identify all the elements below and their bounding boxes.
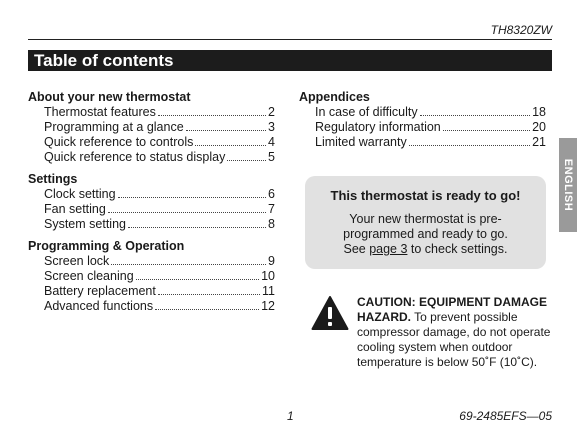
toc-entry-page: 11 [262,284,275,298]
toc-entry[interactable] [28,299,275,314]
ready-notice-heading: This thermostat is ready to go! [330,188,521,203]
toc-dot-leader [195,145,266,146]
toc-entry[interactable] [28,187,275,202]
toc-entry-label: Quick reference to controls [44,135,194,149]
toc-entry[interactable] [28,105,275,120]
toc-dot-leader [420,115,530,116]
toc-entry[interactable] [28,120,275,135]
toc-entry-page: 7 [268,202,275,216]
toc-entry-label: Advanced functions [44,299,154,313]
model-number: TH8320ZW [490,23,552,37]
toc-left-column [28,90,275,321]
toc-entry[interactable] [28,269,275,284]
caution-body: To prevent possible compressor damage, do not operate cooling system when outdoor temperature is below 50˚F (10˚C). [357,310,551,369]
toc-entry-page: 18 [532,105,546,119]
ready-notice-prefix: See [343,242,370,256]
toc-dot-leader [111,264,266,265]
page-title: Table of contents [28,50,552,71]
toc-entry-label: Fan setting [44,202,106,216]
toc-entry-page: 12 [261,299,275,313]
toc-dot-leader [409,145,530,146]
toc-entry-label: Quick reference to status display [44,150,226,164]
toc-entry-page: 21 [532,135,546,149]
toc-section [28,90,275,165]
toc-entry[interactable] [299,135,546,150]
page-3-link[interactable]: page 3 [369,242,408,256]
toc-entry-label: Battery replacement [44,284,156,298]
toc-section-heading: About your new thermostat [28,90,191,104]
ready-notice-suffix: to check settings. [407,242,508,256]
toc-section [28,239,275,314]
language-tab [559,138,577,232]
toc-entry[interactable] [28,217,275,232]
toc-section [28,172,275,232]
ready-notice-line-3 [305,242,546,257]
toc-entry[interactable] [299,120,546,135]
toc-entry-label: In case of difficulty [315,105,418,119]
toc-dot-leader [108,212,266,213]
caution-heading: CAUTION: EQUIPMENT DAMAGE HAZARD. [357,295,547,324]
toc-entry-page: 8 [268,217,275,231]
toc-entry[interactable] [28,135,275,150]
toc-entry-page: 20 [532,120,546,134]
ready-notice-body [305,212,546,257]
toc-entry-page: 2 [268,105,275,119]
toc-entry-page: 10 [261,269,275,283]
toc-entry-page: 3 [268,120,275,134]
toc-right-column [299,90,546,157]
toc-entry-label: Screen cleaning [44,269,134,283]
page-number: 1 [287,409,294,423]
toc-dot-leader [155,309,259,310]
toc-entry-page: 6 [268,187,275,201]
toc-entry[interactable] [299,105,546,120]
toc-dot-leader [136,279,259,280]
ready-notice-line-1: Your new thermostat is pre- [349,212,502,226]
toc-section-heading: Settings [28,172,78,186]
toc-dot-leader [227,160,266,161]
toc-entry[interactable] [28,254,275,269]
toc-entry-label: System setting [44,217,126,231]
toc-dot-leader [186,130,266,131]
warning-triangle-icon [311,295,349,331]
toc-entry-page: 9 [268,254,275,268]
toc-entry-page: 5 [268,150,275,164]
toc-entry-label: Limited warranty [315,135,407,149]
toc-entry-label: Programming at a glance [44,120,184,134]
toc-dot-leader [118,197,266,198]
toc-entry-label: Thermostat features [44,105,156,119]
toc-entry-label: Screen lock [44,254,110,268]
toc-entry[interactable] [28,284,275,299]
toc-dot-leader [443,130,530,131]
toc-entry-page: 4 [268,135,275,149]
toc-section-heading: Appendices [299,90,370,104]
toc-entry[interactable] [28,150,275,165]
toc-entry-label: Regulatory information [315,120,441,134]
toc-section [299,90,546,150]
language-tab-label: ENGLISH [562,158,574,212]
toc-entry[interactable] [28,202,275,217]
header-rule [28,39,552,40]
toc-entry-label: Clock setting [44,187,116,201]
toc-section-heading: Programming & Operation [28,239,185,253]
document-number: 69-2485EFS—05 [459,409,552,423]
toc-dot-leader [158,294,260,295]
caution-notice [357,295,552,370]
ready-notice-box [305,176,546,269]
toc-dot-leader [128,227,266,228]
ready-notice-line-2: programmed and ready to go. [343,227,508,241]
toc-dot-leader [158,115,266,116]
